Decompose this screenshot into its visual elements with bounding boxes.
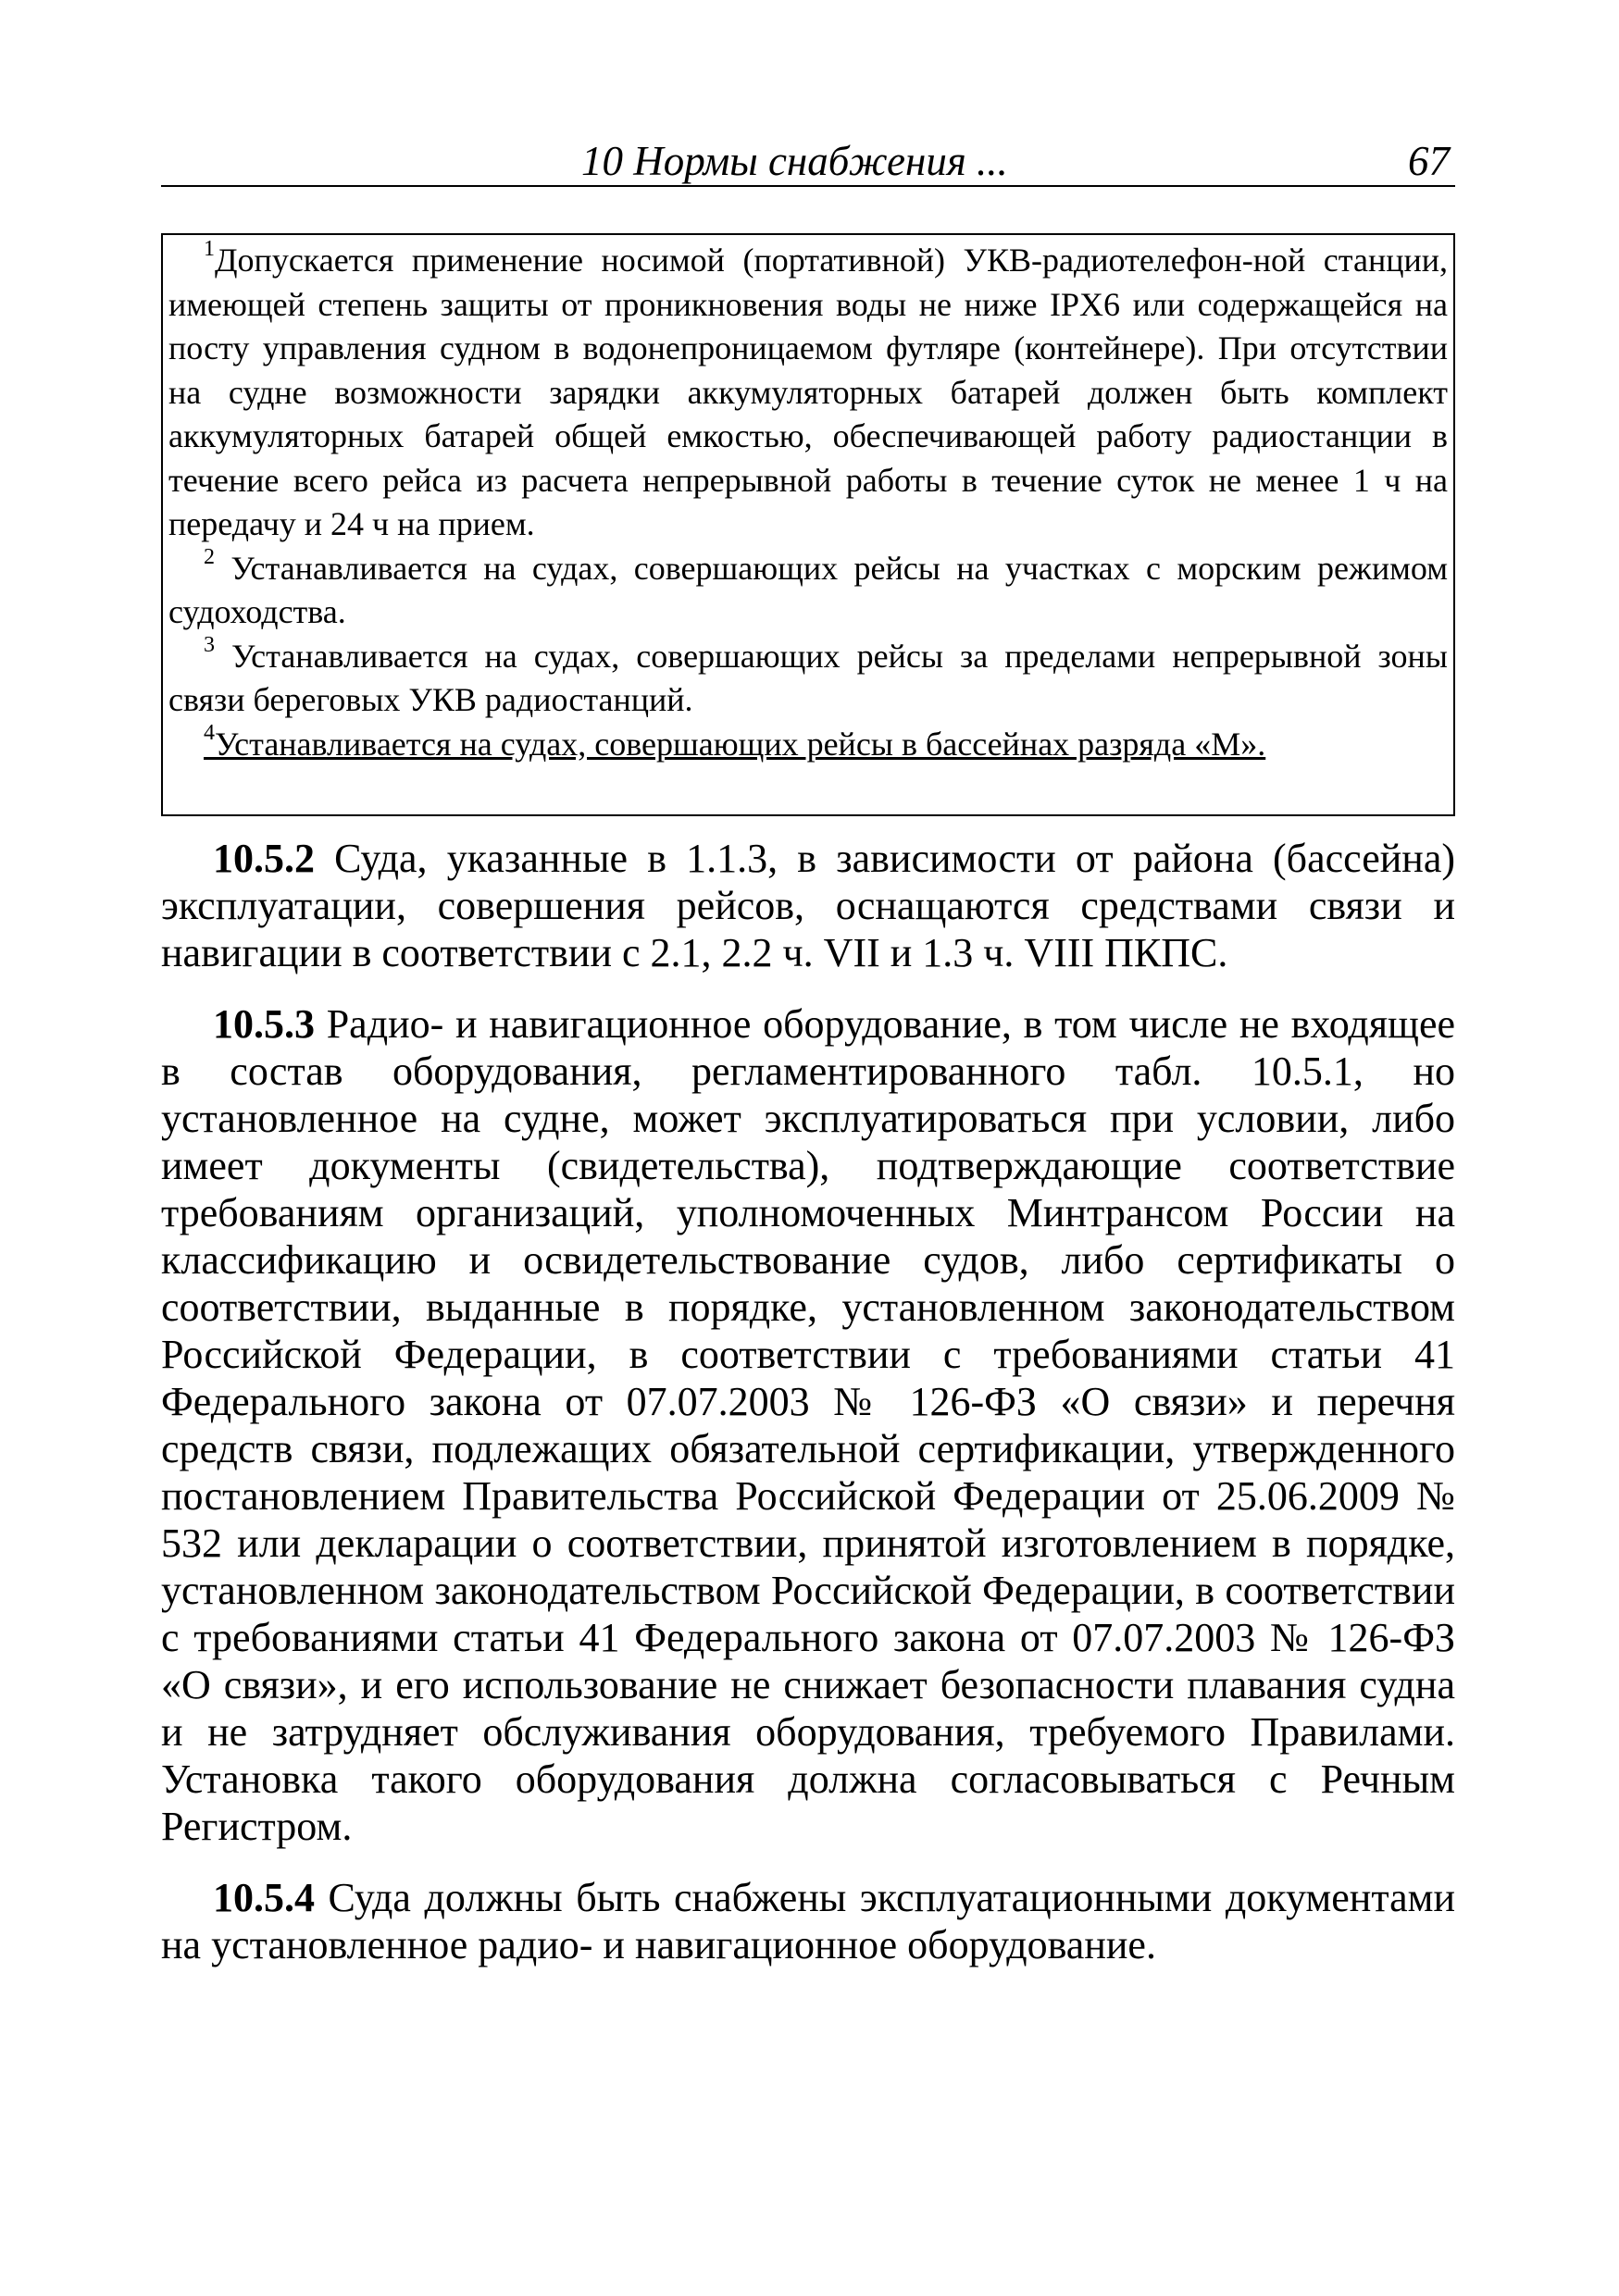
footnote-4 xyxy=(168,720,1448,767)
footnote-1 xyxy=(168,239,1448,547)
running-header xyxy=(161,137,1455,187)
paragraph-10-5-4 xyxy=(161,1874,1455,1968)
footnote-mark: 1 xyxy=(204,237,215,261)
footnote-3 xyxy=(168,632,1448,723)
footnote-text: Устанавливается на судах, совершающих рейсы за пределами непрерывной зоны связи береговых УКВ радиостанций. xyxy=(168,637,1448,718)
paragraph-number: 10.5.3 xyxy=(213,1001,315,1047)
paragraph-text: Суда, указанные в 1.1.3, в зависимости от района (бассейна) эксплуатации, совершения рейсов, оснащаются средствами связи и навигации в соответствии с 2.1, 2.2 ч. VII и 1.3 ч. VIII ПКПС. xyxy=(161,836,1455,975)
footnote-text: Допускается применение носимой (портативной) УКВ-радиотелефон-ной станции, имеющей степень защиты от проникновения воды не ниже IPX6 или содержащейся на посту управления судном в водонепроницаемом футляре (контейнере). При отсутствии на судне возможности зарядки аккумуляторных батарей должен быть комплект аккумуляторных батарей общей емкостью, обеспечивающей работу радиостанции в течение всего рейса из расчета непрерывной работы в течение суток не менее 1 ч на передачу и 24 ч на прием. xyxy=(168,242,1448,542)
footnote-mark: 3 xyxy=(204,632,215,657)
paragraph-text: Радио- и навигационное оборудование, в том числе не входящее в состав оборудования, регламентированного табл. 10.5.1, но установленное на судне, может эксплуатироваться при условии, либо имеет документы (свидетельства), подтверждающие соответствие требованиям организаций, уполномоченных Минтрансом России на классификацию и освидетельствование судов, либо сертификаты о соответствии, выданные в порядке, установленном законодательством Российской Федерации, в соответствии с требованиями статьи 41 Федерального закона от 07.07.2003 № 126-ФЗ «О связи» и перечня средств связи, подлежащих обязательной сертификации, утвержденного постановлением Правительства Российской Федерации от 25.06.2009 № 532 или декларации о соответствии, принятой изготовлением в порядке, установленном законодательством Российской Федерации, в соответствии с требованиями статьи 41 Федерального закона от 07.07.2003 № 126-ФЗ «О связи», и его использование не снижает безопасности плавания судна и не затрудняет обслуживания оборудования, требуемого Правилами. Установка такого оборудования должна согласовываться с Речным Регистром. xyxy=(161,1001,1455,1849)
running-title: 10 Нормы снабжения ... xyxy=(581,138,1008,184)
footnote-mark: 2 xyxy=(204,544,215,569)
document-body xyxy=(161,835,1455,1992)
footnote-mark: 4 xyxy=(204,720,215,745)
page-number: 67 xyxy=(1408,138,1450,184)
paragraph-number: 10.5.4 xyxy=(213,1875,315,1920)
footnote-text: Устанавливается на судах, совершающих рейсы в бассейнах разряда «М». xyxy=(215,725,1266,763)
paragraph-number: 10.5.2 xyxy=(213,836,315,881)
footnotes-box xyxy=(161,233,1455,816)
paragraph-10-5-2 xyxy=(161,835,1455,976)
paragraph-10-5-3 xyxy=(161,1000,1455,1850)
footnote-text: Устанавливается на судах, совершающих рейсы на участках с морским режимом судоходства. xyxy=(168,549,1449,630)
paragraph-text: Суда должны быть снабжены эксплуатационными документами на установленное радио- и навигационное оборудование. xyxy=(161,1875,1456,1967)
footnote-2 xyxy=(168,544,1449,635)
